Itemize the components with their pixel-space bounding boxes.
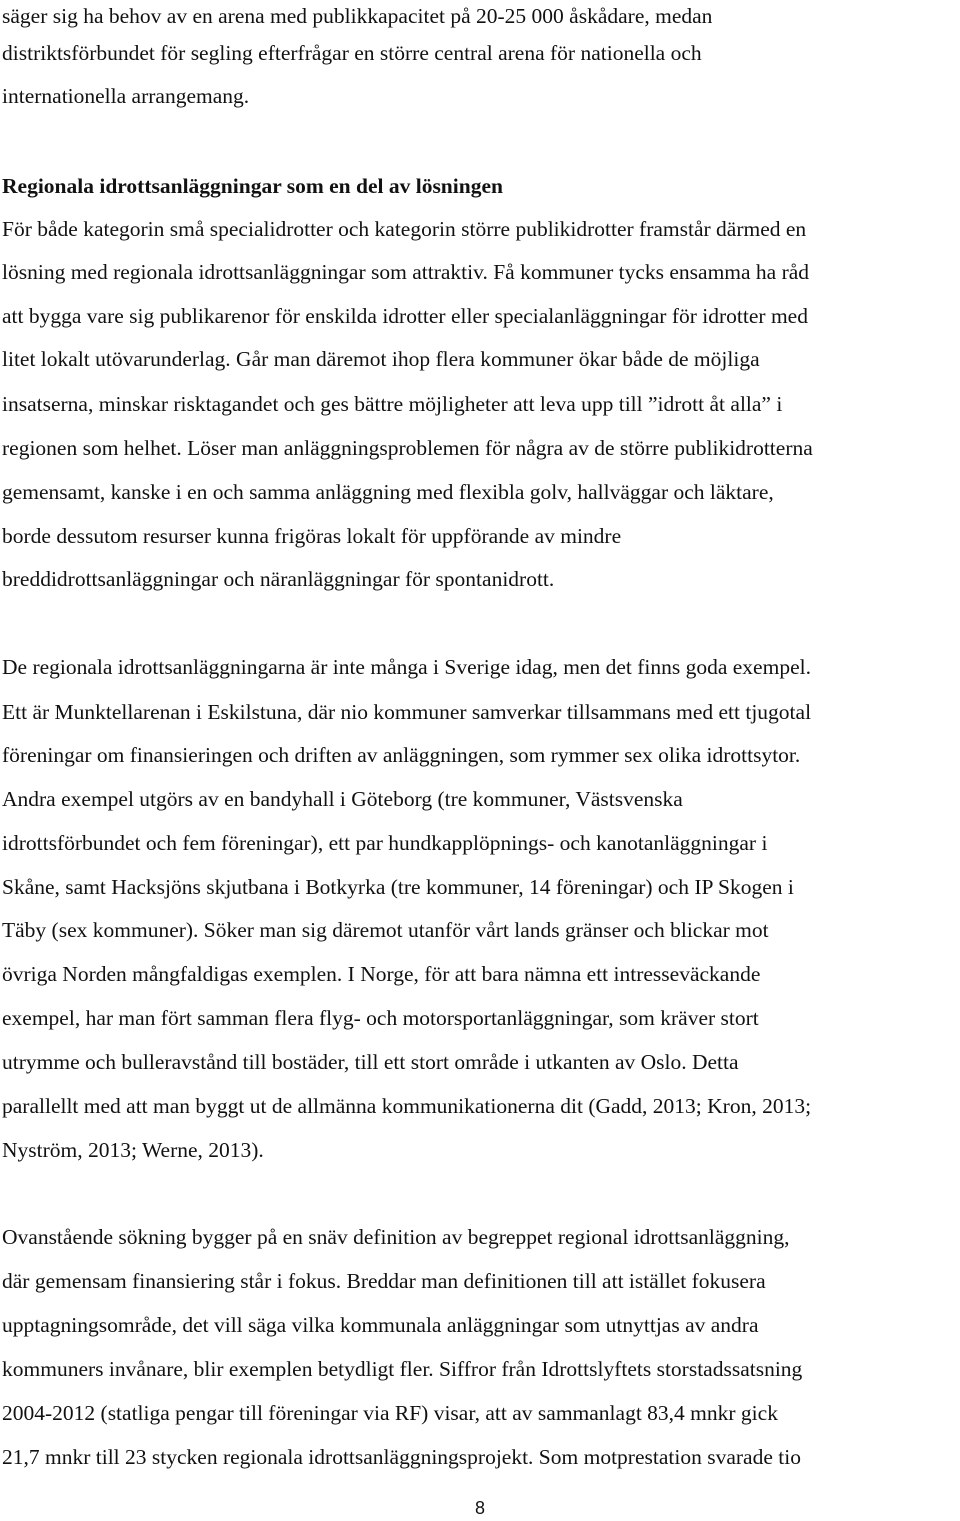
page-number: 8 <box>474 1498 485 1518</box>
text-line: parallellt med att man byggt ut de allmänna kommunikationerna dit (Gadd, 2013; Kron, 2013; <box>2 1094 812 1118</box>
text-line: upptagningsområde, det vill säga vilka kommunala anläggningar som utnyttjas av andra <box>2 1313 759 1337</box>
text-line: gemensamt, kanske i en och samma anläggning med flexibla golv, hallväggar och läktare, <box>2 480 774 504</box>
text-line: Andra exempel utgörs av en bandyhall i Göteborg (tre kommuner, Västsvenska <box>2 787 683 811</box>
text-line: Ovanstående sökning bygger på en snäv definition av begreppet regional idrottsanläggning, <box>2 1225 790 1249</box>
text-line: Täby (sex kommuner). Söker man sig däremot utanför vårt lands gränser och blickar mot <box>2 918 769 942</box>
text-line: insatserna, minskar risktagandet och ges bättre möjligheter att leva upp till ”idrott åt alla” i <box>2 392 783 416</box>
text-line: internationella arrangemang. <box>2 84 250 108</box>
text-line: borde dessutom resurser kunna frigöras lokalt för uppförande av mindre <box>2 524 622 548</box>
text-line: lösning med regionala idrottsanläggningar som attraktiv. Få kommuner tycks ensamma ha råd <box>2 260 810 284</box>
text-line: distriktsförbundet för segling efterfrågar en större central arena för nationella och <box>2 41 702 65</box>
text-line: exempel, har man fört samman flera flyg- och motorsportanläggningar, som kräver stort <box>2 1006 759 1030</box>
text-line: kommuners invånare, blir exemplen betydligt fler. Siffror från Idrottslyftets storstadssatsning <box>2 1357 803 1381</box>
text-line: regionen som helhet. Löser man anläggningsproblemen för några av de större publikidrotterna <box>2 436 813 460</box>
text-line: 2004-2012 (statliga pengar till föreningar via RF) visar, att av sammanlagt 83,4 mnkr gick <box>2 1401 778 1425</box>
text-line: säger sig ha behov av en arena med publikkapacitet på 20-25 000 åskådare, medan <box>2 4 713 28</box>
text-line: övriga Norden mångfaldigas exemplen. I Norge, för att bara nämna ett intresseväckande <box>2 962 761 986</box>
text-line: utrymme och bulleravstånd till bostäder, till ett stort område i utkanten av Oslo. Detta <box>2 1050 739 1074</box>
section-heading: Regionala idrottsanläggningar som en del av lösningen <box>2 174 503 198</box>
text-line: För både kategorin små specialidrotter och kategorin större publikidrotter framstår därmed en <box>2 217 807 241</box>
text-line: Skåne, samt Hacksjöns skjutbana i Botkyrka (tre kommuner, 14 föreningar) och IP Skogen i <box>2 875 794 899</box>
text-line: breddidrottsanläggningar och näranläggningar för spontanidrott. <box>2 567 555 591</box>
text-line: Nyström, 2013; Werne, 2013). <box>2 1138 264 1162</box>
text-line: 21,7 mnkr till 23 stycken regionala idrottsanläggningsprojekt. Som motprestation svarade tio <box>2 1445 801 1469</box>
text-line: De regionala idrottsanläggningarna är inte många i Sverige idag, men det finns goda exempel. <box>2 655 811 679</box>
text-line: där gemensam finansiering står i fokus. Breddar man definitionen till att istället fokusera <box>2 1269 766 1293</box>
text-line: litet lokalt utövarunderlag. Går man däremot ihop flera kommuner ökar både de möjliga <box>2 347 760 371</box>
text-line: att bygga vare sig publikarenor för enskilda idrotter eller specialanläggningar för idrotter med <box>2 304 808 328</box>
text-line: föreningar om finansieringen och driften av anläggningen, som rymmer sex olika idrottsytor. <box>2 743 801 767</box>
text-line: Ett är Munktellarenan i Eskilstuna, där nio kommuner samverkar tillsammans med ett tjugotal <box>2 700 812 724</box>
text-line: idrottsförbundet och fem föreningar), ett par hundkapplöpnings- och kanotanläggningar i <box>2 831 768 855</box>
